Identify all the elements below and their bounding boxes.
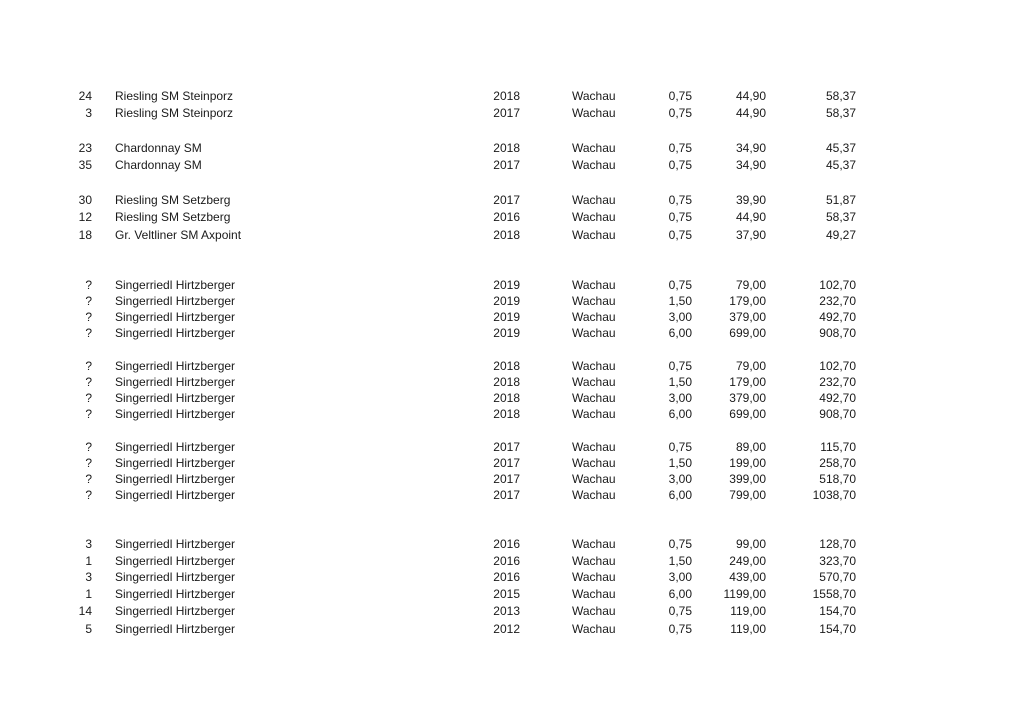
vintage-cell: 2017 <box>493 456 520 470</box>
price-gross-cell: 49,27 <box>825 228 856 242</box>
table-row <box>0 192 1024 208</box>
region-cell: Wachau <box>572 440 616 454</box>
table-row <box>0 406 1024 422</box>
price-gross-cell: 128,70 <box>819 537 856 551</box>
quantity-cell: ? <box>85 310 92 324</box>
price-net-cell: 179,00 <box>729 375 766 389</box>
region-cell: Wachau <box>572 278 616 292</box>
price-net-cell: 399,00 <box>729 472 766 486</box>
volume-cell: 0,75 <box>668 141 692 155</box>
region-cell: Wachau <box>572 456 616 470</box>
region-cell: Wachau <box>572 604 616 618</box>
volume-cell: 3,00 <box>668 472 692 486</box>
volume-cell: 0,75 <box>668 604 692 618</box>
table-row <box>0 88 1024 104</box>
region-cell: Wachau <box>572 294 616 308</box>
wine-name-cell: Singerriedl Hirtzberger <box>115 587 236 601</box>
vintage-cell: 2016 <box>493 554 520 568</box>
price-gross-cell: 154,70 <box>819 604 856 618</box>
vintage-cell: 2019 <box>493 326 520 340</box>
volume-cell: 1,50 <box>668 554 692 568</box>
volume-cell: 0,75 <box>668 106 692 120</box>
volume-cell: 0,75 <box>668 228 692 242</box>
volume-cell: 6,00 <box>668 326 692 340</box>
volume-cell: 6,00 <box>668 488 692 502</box>
quantity-cell: 35 <box>78 158 92 172</box>
region-cell: Wachau <box>572 488 616 502</box>
vintage-cell: 2017 <box>493 158 520 172</box>
price-gross-cell: 1038,70 <box>812 488 856 502</box>
price-net-cell: 699,00 <box>729 326 766 340</box>
quantity-cell: 5 <box>85 622 92 636</box>
price-net-cell: 199,00 <box>729 456 766 470</box>
volume-cell: 0,75 <box>668 89 692 103</box>
vintage-cell: 2017 <box>493 472 520 486</box>
price-gross-cell: 45,37 <box>825 141 856 155</box>
region-cell: Wachau <box>572 228 616 242</box>
wine-name-cell: Riesling SM Steinporz <box>115 89 234 103</box>
wine-name-cell: Singerriedl Hirtzberger <box>115 326 236 340</box>
quantity-cell: 23 <box>78 141 92 155</box>
price-gross-cell: 908,70 <box>819 326 856 340</box>
price-gross-cell: 154,70 <box>819 622 856 636</box>
quantity-cell: ? <box>85 359 92 373</box>
price-net-cell: 699,00 <box>729 407 766 421</box>
wine-name-cell: Singerriedl Hirtzberger <box>115 456 236 470</box>
quantity-cell: 18 <box>78 228 92 242</box>
wine-name-cell: Riesling SM Setzberg <box>115 193 231 207</box>
price-net-cell: 119,00 <box>730 622 766 636</box>
quantity-cell: ? <box>85 488 92 502</box>
table-row <box>0 439 1024 455</box>
wine-name-cell: Chardonnay SM <box>115 141 202 155</box>
price-net-cell: 44,90 <box>735 210 766 224</box>
volume-cell: 3,00 <box>668 310 692 324</box>
table-row <box>0 471 1024 487</box>
volume-cell: 0,75 <box>668 278 692 292</box>
price-gross-cell: 323,70 <box>819 554 856 568</box>
region-cell: Wachau <box>572 158 616 172</box>
quantity-cell: ? <box>85 456 92 470</box>
region-cell: Wachau <box>572 537 616 551</box>
volume-cell: 0,75 <box>668 440 692 454</box>
table-row <box>0 586 1024 602</box>
wine-name-cell: Singerriedl Hirtzberger <box>115 278 236 292</box>
price-gross-cell: 51,87 <box>825 193 856 207</box>
quantity-cell: 24 <box>78 89 92 103</box>
price-gross-cell: 232,70 <box>819 375 856 389</box>
quantity-cell: ? <box>85 294 92 308</box>
price-net-cell: 39,90 <box>735 193 766 207</box>
price-gross-cell: 492,70 <box>819 391 856 405</box>
quantity-cell: 3 <box>85 570 92 584</box>
quantity-cell: 1 <box>85 587 92 601</box>
wine-name-cell: Singerriedl Hirtzberger <box>115 472 236 486</box>
vintage-cell: 2016 <box>493 210 520 224</box>
region-cell: Wachau <box>572 326 616 340</box>
price-net-cell: 89,00 <box>735 440 766 454</box>
table-row <box>0 569 1024 585</box>
wine-name-cell: Singerriedl Hirtzberger <box>115 440 236 454</box>
quantity-cell: ? <box>85 326 92 340</box>
wine-name-cell: Chardonnay SM <box>115 158 202 172</box>
price-gross-cell: 102,70 <box>819 278 856 292</box>
vintage-cell: 2017 <box>493 106 520 120</box>
wine-name-cell: Singerriedl Hirtzberger <box>115 570 236 584</box>
table-row <box>0 603 1024 619</box>
region-cell: Wachau <box>572 375 616 389</box>
volume-cell: 1,50 <box>668 294 692 308</box>
quantity-cell: 12 <box>78 210 92 224</box>
quantity-cell: ? <box>85 375 92 389</box>
vintage-cell: 2018 <box>493 375 520 389</box>
price-gross-cell: 58,37 <box>825 210 856 224</box>
price-gross-cell: 570,70 <box>819 570 856 584</box>
wine-name-cell: Singerriedl Hirtzberger <box>115 488 236 502</box>
quantity-cell: 3 <box>85 537 92 551</box>
wine-name-cell: Singerriedl Hirtzberger <box>115 537 236 551</box>
vintage-cell: 2017 <box>493 440 520 454</box>
volume-cell: 0,75 <box>668 158 692 172</box>
region-cell: Wachau <box>572 554 616 568</box>
wine-name-cell: Singerriedl Hirtzberger <box>115 391 236 405</box>
wine-name-cell: Singerriedl Hirtzberger <box>115 375 236 389</box>
table-row <box>0 621 1024 637</box>
wine-name-cell: Singerriedl Hirtzberger <box>115 604 236 618</box>
vintage-cell: 2018 <box>493 141 520 155</box>
vintage-cell: 2016 <box>493 570 520 584</box>
region-cell: Wachau <box>572 359 616 373</box>
region-cell: Wachau <box>572 89 616 103</box>
price-gross-cell: 908,70 <box>819 407 856 421</box>
price-net-cell: 79,00 <box>735 359 766 373</box>
table-row <box>0 309 1024 325</box>
price-net-cell: 99,00 <box>735 537 766 551</box>
vintage-cell: 2018 <box>493 228 520 242</box>
price-net-cell: 34,90 <box>735 158 766 172</box>
quantity-cell: 1 <box>85 554 92 568</box>
wine-name-cell: Singerriedl Hirtzberger <box>115 622 236 636</box>
price-net-cell: 44,90 <box>735 89 766 103</box>
table-row <box>0 105 1024 121</box>
volume-cell: 3,00 <box>668 391 692 405</box>
quantity-cell: ? <box>85 472 92 486</box>
table-row <box>0 140 1024 156</box>
volume-cell: 3,00 <box>668 570 692 584</box>
vintage-cell: 2018 <box>493 89 520 103</box>
volume-cell: 6,00 <box>668 407 692 421</box>
wine-name-cell: Singerriedl Hirtzberger <box>115 554 236 568</box>
price-gross-cell: 258,70 <box>819 456 856 470</box>
price-net-cell: 799,00 <box>729 488 766 502</box>
price-gross-cell: 232,70 <box>819 294 856 308</box>
table-row <box>0 157 1024 173</box>
price-net-cell: 179,00 <box>729 294 766 308</box>
volume-cell: 1,50 <box>668 375 692 389</box>
price-net-cell: 119,00 <box>730 604 766 618</box>
price-gross-cell: 45,37 <box>825 158 856 172</box>
region-cell: Wachau <box>572 570 616 584</box>
price-net-cell: 34,90 <box>735 141 766 155</box>
wine-name-cell: Singerriedl Hirtzberger <box>115 310 236 324</box>
price-net-cell: 379,00 <box>729 310 766 324</box>
price-net-cell: 379,00 <box>729 391 766 405</box>
vintage-cell: 2019 <box>493 310 520 324</box>
region-cell: Wachau <box>572 106 616 120</box>
price-gross-cell: 115,70 <box>820 440 856 454</box>
region-cell: Wachau <box>572 472 616 486</box>
quantity-cell: ? <box>85 278 92 292</box>
table-row <box>0 293 1024 309</box>
table-row <box>0 374 1024 390</box>
price-gross-cell: 58,37 <box>825 106 856 120</box>
table-row <box>0 227 1024 243</box>
table-row <box>0 536 1024 552</box>
table-row <box>0 390 1024 406</box>
vintage-cell: 2018 <box>493 359 520 373</box>
region-cell: Wachau <box>572 210 616 224</box>
wine-name-cell: Gr. Veltliner SM Axpoint <box>115 228 242 242</box>
wine-name-cell: Riesling SM Setzberg <box>115 210 231 224</box>
volume-cell: 0,75 <box>668 537 692 551</box>
wine-name-cell: Singerriedl Hirtzberger <box>115 407 236 421</box>
quantity-cell: ? <box>85 391 92 405</box>
volume-cell: 1,50 <box>668 456 692 470</box>
price-net-cell: 79,00 <box>735 278 766 292</box>
region-cell: Wachau <box>572 587 616 601</box>
quantity-cell: ? <box>85 440 92 454</box>
vintage-cell: 2016 <box>493 537 520 551</box>
wine-name-cell: Riesling SM Steinporz <box>115 106 234 120</box>
volume-cell: 0,75 <box>668 210 692 224</box>
region-cell: Wachau <box>572 310 616 324</box>
table-row <box>0 209 1024 225</box>
quantity-cell: 3 <box>85 106 92 120</box>
table-row <box>0 455 1024 471</box>
quantity-cell: 14 <box>78 604 92 618</box>
table-row <box>0 487 1024 503</box>
price-net-cell: 249,00 <box>729 554 766 568</box>
table-row <box>0 325 1024 341</box>
region-cell: Wachau <box>572 391 616 405</box>
vintage-cell: 2017 <box>493 488 520 502</box>
vintage-cell: 2015 <box>493 587 520 601</box>
price-net-cell: 44,90 <box>735 106 766 120</box>
price-net-cell: 37,90 <box>735 228 766 242</box>
wine-name-cell: Singerriedl Hirtzberger <box>115 359 236 373</box>
region-cell: Wachau <box>572 141 616 155</box>
quantity-cell: ? <box>85 407 92 421</box>
volume-cell: 0,75 <box>668 359 692 373</box>
wine-name-cell: Singerriedl Hirtzberger <box>115 294 236 308</box>
region-cell: Wachau <box>572 622 616 636</box>
price-net-cell: 439,00 <box>729 570 766 584</box>
price-gross-cell: 1558,70 <box>812 587 856 601</box>
region-cell: Wachau <box>572 407 616 421</box>
price-gross-cell: 58,37 <box>825 89 856 103</box>
price-net-cell: 1199,00 <box>723 587 766 601</box>
vintage-cell: 2019 <box>493 278 520 292</box>
vintage-cell: 2012 <box>493 622 520 636</box>
table-row <box>0 277 1024 293</box>
table-row <box>0 553 1024 569</box>
quantity-cell: 30 <box>78 193 92 207</box>
region-cell: Wachau <box>572 193 616 207</box>
volume-cell: 0,75 <box>668 193 692 207</box>
price-gross-cell: 102,70 <box>819 359 856 373</box>
price-gross-cell: 492,70 <box>819 310 856 324</box>
vintage-cell: 2017 <box>493 193 520 207</box>
volume-cell: 0,75 <box>668 622 692 636</box>
vintage-cell: 2018 <box>493 391 520 405</box>
volume-cell: 6,00 <box>668 587 692 601</box>
table-row <box>0 358 1024 374</box>
price-gross-cell: 518,70 <box>819 472 856 486</box>
vintage-cell: 2013 <box>493 604 520 618</box>
vintage-cell: 2019 <box>493 294 520 308</box>
vintage-cell: 2018 <box>493 407 520 421</box>
